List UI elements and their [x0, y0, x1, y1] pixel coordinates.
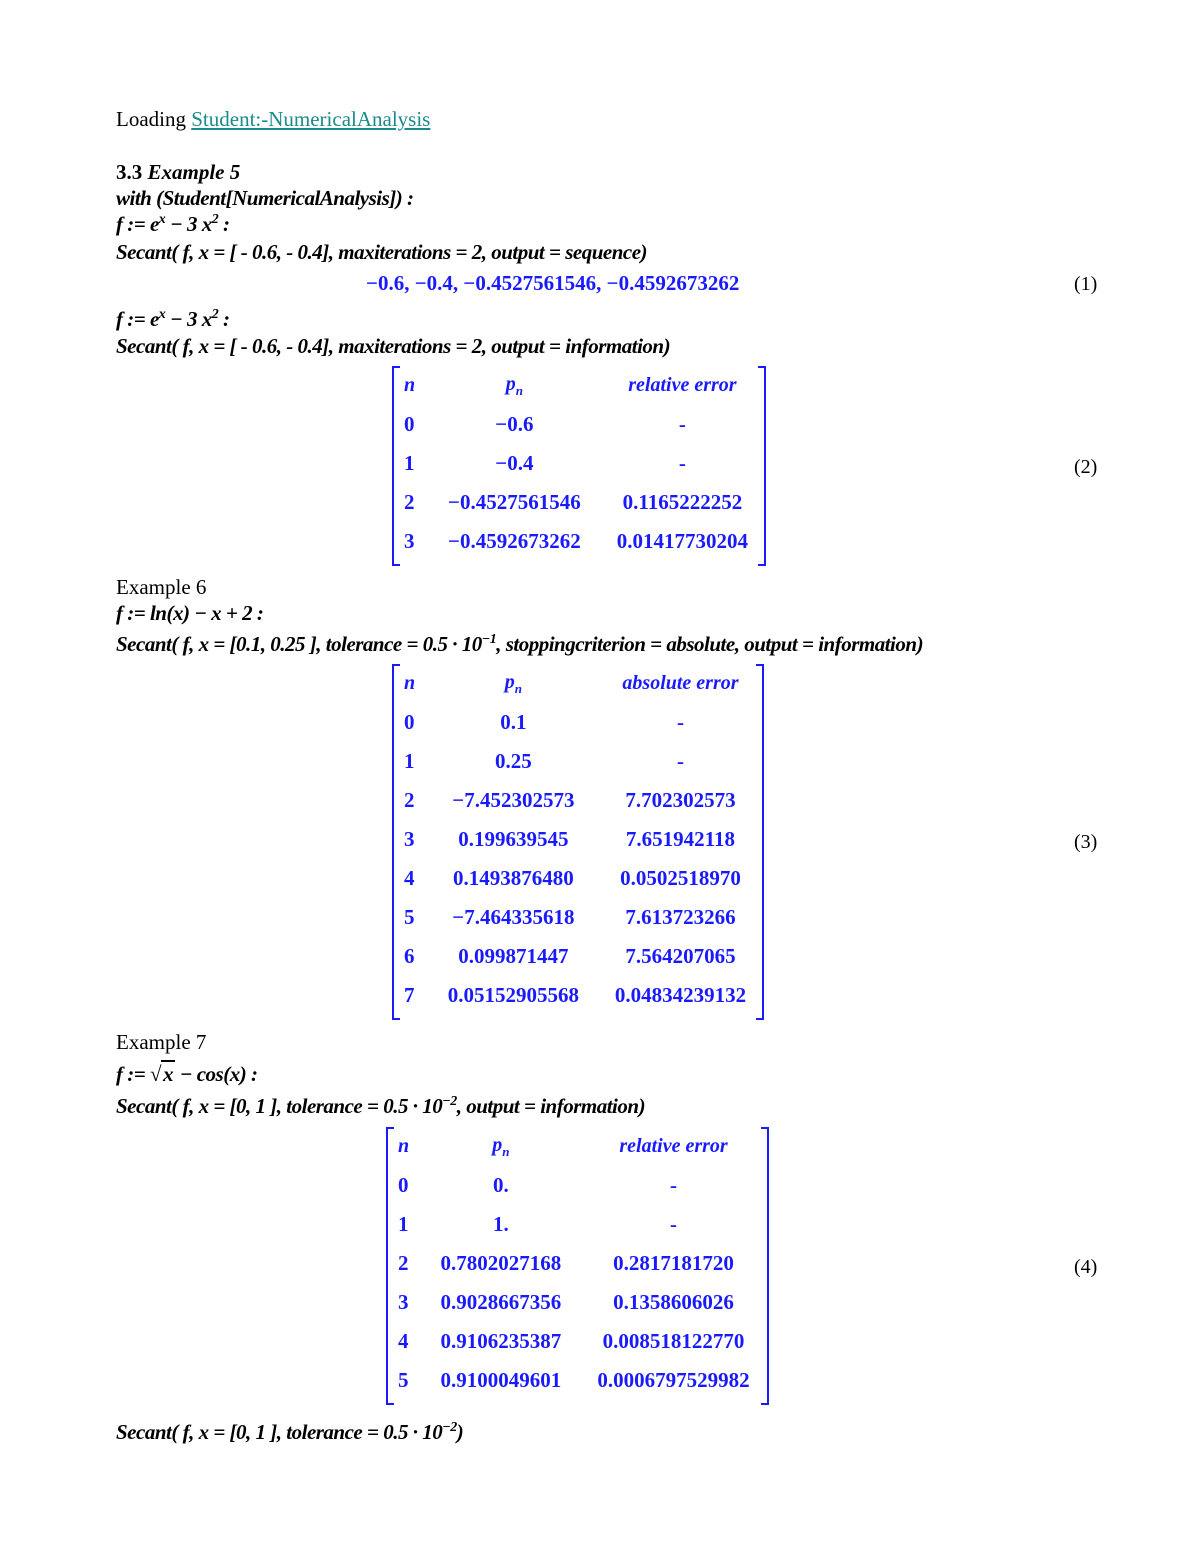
function-definition-ex6[interactable]: f := ln(x) − x + 2 :	[116, 601, 264, 625]
f-def-text: − 3 x	[165, 212, 212, 236]
cell-n: 1	[404, 451, 415, 475]
cell-error: 0.01417730204	[616, 529, 749, 553]
secant-info-command-ex7[interactable]	[116, 1094, 645, 1119]
table-row	[392, 444, 766, 483]
command-text: Secant( f, x = [0.1, 0.25 ], tolerance = 0.5 · 10	[116, 632, 482, 656]
function-definition-ex5a[interactable]	[116, 212, 230, 237]
cell-error: 0.008518122770	[602, 1329, 745, 1353]
command-text: Secant( f, x = [0, 1 ], tolerance = 0.5 · 10	[116, 1420, 443, 1444]
cell-n: 0	[398, 1173, 409, 1197]
table-row	[392, 859, 764, 898]
matrix-bracket-left	[392, 664, 400, 1020]
cell-pn: 0.	[493, 1173, 509, 1197]
cell-pn: 0.099871447	[458, 944, 569, 968]
sequence-output: −0.6, −0.4, −0.4527561546, −0.4592673262	[366, 271, 740, 295]
cell-pn: −0.4	[495, 451, 534, 475]
matrix-bracket-right	[761, 1127, 769, 1405]
cell-error: -	[670, 1173, 678, 1197]
cell-n: 4	[398, 1329, 409, 1353]
cell-pn: 0.1	[500, 710, 527, 734]
table-row	[386, 1166, 769, 1205]
table-header-row	[392, 366, 766, 405]
section-heading	[116, 160, 240, 185]
cell-pn: 0.05152905568	[447, 983, 580, 1007]
cell-pn: 0.9100049601	[440, 1368, 562, 1392]
col-header-error: absolute error	[622, 672, 739, 694]
table-row	[386, 1361, 769, 1400]
cell-n: 0	[404, 710, 415, 734]
cell-error: -	[676, 710, 684, 734]
table-row	[392, 820, 764, 859]
cell-pn: −0.4592673262	[448, 529, 581, 553]
table-row	[386, 1244, 769, 1283]
table-row	[386, 1205, 769, 1244]
secant-info-command-ex5[interactable]: Secant( f, x = [ - 0.6, - 0.4], maxiterations = 2, output = information)	[116, 334, 671, 358]
f-def-text: f := e	[116, 307, 159, 331]
heading-title: Example 5	[147, 160, 241, 184]
col-header-pn: $p_n$	[505, 372, 523, 398]
equation-label-3: (3)	[1074, 831, 1098, 853]
cell-error: 0.0006797529982	[597, 1368, 750, 1392]
col-header-n: n	[404, 672, 416, 694]
cell-error: 7.564207065	[625, 944, 736, 968]
results-table	[386, 1127, 769, 1400]
cell-n: 5	[404, 905, 415, 929]
f-def-text: − 3 x	[165, 307, 212, 331]
equation-label-2: (2)	[1074, 456, 1098, 478]
f-def-text: − cos(x) :	[174, 1062, 258, 1086]
secant-sequence-command[interactable]: Secant( f, x = [ - 0.6, - 0.4], maxiterations = 2, output = sequence)	[116, 240, 648, 264]
cell-pn: 0.9106235387	[440, 1329, 562, 1353]
cell-n: 2	[404, 788, 415, 812]
command-exp: −2	[442, 1420, 457, 1435]
package-link[interactable]: Student:-NumericalAnalysis	[191, 107, 431, 131]
sqrt-symbol: √	[149, 1062, 161, 1086]
cell-error: 7.702302573	[625, 788, 736, 812]
function-definition-ex5b[interactable]	[116, 307, 230, 332]
col-header-error: relative error	[628, 374, 737, 396]
cell-n: 2	[398, 1251, 409, 1275]
f-def-exp: x	[158, 212, 166, 227]
cell-n: 7	[404, 983, 415, 1007]
cell-error: 0.1358606026	[613, 1290, 734, 1314]
table-row	[392, 742, 764, 781]
col-header-n: n	[404, 374, 416, 396]
cell-pn: 0.7802027168	[440, 1251, 562, 1275]
cell-n: 5	[398, 1368, 409, 1392]
results-table	[392, 664, 764, 1015]
result-matrix-ex5	[392, 366, 766, 566]
cell-error: 7.613723266	[625, 905, 736, 929]
cell-error: 0.1165222252	[622, 490, 743, 514]
cell-error: 0.2817181720	[613, 1251, 734, 1275]
table-header-row	[386, 1127, 769, 1166]
command-exp: −2	[442, 1094, 457, 1109]
secant-info-command-ex6[interactable]	[116, 632, 923, 657]
cell-pn: 0.9028667356	[440, 1290, 562, 1314]
f-def-text: :	[218, 212, 230, 236]
cell-error: -	[678, 451, 686, 475]
equation-label-4: (4)	[1074, 1256, 1098, 1278]
cell-n: 1	[404, 749, 415, 773]
sqrt-radicand: x	[162, 1062, 173, 1086]
matrix-bracket-left	[392, 366, 400, 566]
command-text: , output = information)	[456, 1094, 646, 1118]
cell-n: 4	[404, 866, 415, 890]
cell-n: 6	[404, 944, 415, 968]
command-text: )	[456, 1420, 464, 1444]
f-def-exp: 2	[211, 212, 219, 227]
f-def-exp: 2	[211, 307, 219, 322]
col-header-error: relative error	[619, 1135, 728, 1157]
result-matrix-ex7	[386, 1127, 769, 1405]
col-header-n: n	[398, 1135, 410, 1157]
function-definition-ex7[interactable]	[116, 1062, 257, 1087]
heading-number: 3.3	[116, 160, 143, 184]
cell-pn: −0.6	[495, 412, 534, 436]
table-row	[392, 898, 764, 937]
cell-pn: −7.452302573	[452, 788, 575, 812]
cell-n: 0	[404, 412, 415, 436]
matrix-bracket-left	[386, 1127, 394, 1405]
table-header-row	[392, 664, 764, 703]
cell-n: 2	[404, 490, 415, 514]
table-row	[386, 1322, 769, 1361]
example-6-title: Example 6	[116, 575, 207, 599]
cell-n: 1	[398, 1212, 409, 1236]
cell-n: 3	[404, 529, 415, 553]
matrix-bracket-right	[756, 664, 764, 1020]
cell-pn: 0.199639545	[458, 827, 569, 851]
cell-pn: −0.4527561546	[448, 490, 581, 514]
cell-error: 7.651942118	[625, 827, 736, 851]
table-row	[392, 937, 764, 976]
secant-final-command[interactable]	[116, 1420, 463, 1445]
cell-n: 3	[398, 1290, 409, 1314]
col-header-pn: $p_n$	[492, 1133, 510, 1159]
with-command[interactable]: with (Student[NumericalAnalysis]) :	[116, 186, 414, 210]
table-row	[392, 405, 766, 444]
f-def-text: f := e	[116, 212, 159, 236]
equation-label-1: (1)	[1074, 273, 1098, 295]
cell-error: 0.0502518970	[620, 866, 741, 890]
cell-pn: 0.25	[495, 749, 532, 773]
cell-n: 3	[404, 827, 415, 851]
col-header-pn: $p_n$	[504, 670, 523, 696]
table-row	[392, 976, 764, 1015]
table-row	[392, 522, 766, 561]
table-row	[392, 781, 764, 820]
example-7-title: Example 7	[116, 1030, 207, 1054]
table-row	[386, 1283, 769, 1322]
command-text: , stoppingcriterion = absolute, output = information)	[496, 632, 924, 656]
command-exp: −1	[481, 632, 497, 647]
table-row	[392, 483, 766, 522]
cell-pn: 0.1493876480	[453, 866, 574, 890]
f-def-text: :	[218, 307, 230, 331]
result-matrix-ex6	[392, 664, 764, 1020]
cell-error: 0.04834239132	[614, 983, 747, 1007]
f-def-exp: x	[158, 307, 166, 322]
matrix-bracket-right	[758, 366, 766, 566]
table-row	[392, 703, 764, 742]
loading-prefix: Loading	[116, 107, 186, 131]
command-text: Secant( f, x = [0, 1 ], tolerance = 0.5 · 10	[116, 1094, 443, 1118]
f-def-text: f :=	[116, 1062, 150, 1086]
cell-error: -	[678, 412, 686, 436]
cell-error: -	[670, 1212, 678, 1236]
cell-pn: −7.464335618	[452, 905, 575, 929]
cell-error: -	[676, 749, 684, 773]
cell-pn: 1.	[493, 1212, 509, 1236]
loading-line	[116, 107, 430, 132]
results-table	[392, 366, 766, 561]
